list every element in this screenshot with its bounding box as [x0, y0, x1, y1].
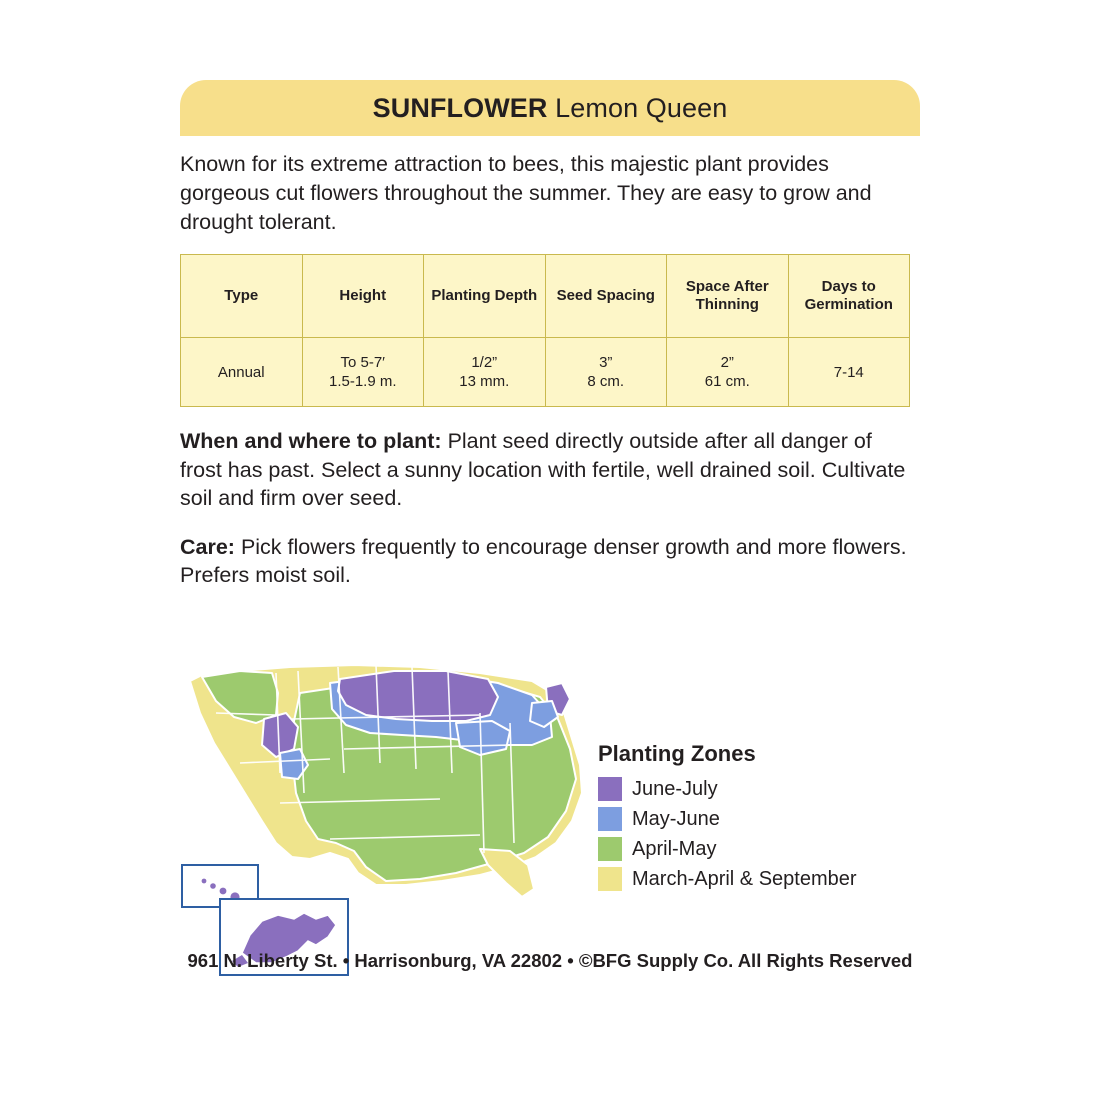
footer-text: 961 N. Liberty St. • Harrisonburg, VA 22802 • ©BFG Supply Co. All Rights Reserved — [187, 950, 913, 971]
section-heading: When and where to plant: — [180, 429, 442, 454]
table-cell — [788, 338, 910, 407]
table-cell — [667, 338, 789, 407]
table-cell — [181, 338, 303, 407]
legend-title: Planting Zones — [598, 741, 756, 767]
table-header-cell: Type — [181, 255, 303, 338]
legend-label: April-May — [632, 837, 717, 860]
legend-swatch-icon — [598, 807, 622, 831]
table-cell — [302, 338, 424, 407]
legend-label: March-April & September — [632, 867, 857, 890]
planting-zone-map-area — [180, 653, 920, 983]
map-legend — [598, 741, 857, 897]
cell-line-1: 1/2” — [471, 353, 498, 371]
section-heading: Care: — [180, 534, 235, 559]
cell-line-1: Annual — [217, 363, 265, 381]
legend-label: June-July — [632, 777, 718, 800]
table-header-cell: Height — [302, 255, 424, 338]
table-header-cell: Seed Spacing — [545, 255, 667, 338]
section-care — [180, 533, 910, 590]
table-cell — [424, 338, 546, 407]
cell-line-2: 61 cm. — [704, 373, 750, 391]
legend-swatch-icon — [598, 837, 622, 861]
cell-line-1: 7-14 — [833, 363, 864, 381]
table-row — [181, 338, 910, 407]
section-body: Plant seed directly outside after all danger of frost has past. Select a sunny location with fertile, well drained soil. Cultivate soil and firm over seed. — [180, 429, 906, 511]
cell-line-2: 13 mm. — [459, 373, 510, 391]
cell-line-2: 8 cm. — [587, 373, 625, 391]
table-header-cell: Space After Thinning — [667, 255, 789, 338]
cell-line-1: 3” — [599, 353, 613, 371]
legend-item — [598, 807, 857, 831]
legend-item — [598, 837, 857, 861]
description-text: Known for its extreme attraction to bees, this majestic plant provides gorgeous cut flowers throughout the summer. They are easy to grow and drought tolerant. — [180, 152, 872, 234]
page-title — [373, 93, 728, 124]
variety-name: Lemon Queen — [555, 92, 728, 123]
section-when-where — [180, 427, 910, 512]
section-body: Pick flowers frequently to encourage denser growth and more flowers. Prefers moist soil. — [180, 534, 907, 587]
header-banner — [180, 80, 920, 136]
table-header-cell: Planting Depth — [424, 255, 546, 338]
usa-zone-map — [180, 653, 600, 983]
cell-line-1: 2” — [720, 353, 734, 371]
table-cell — [545, 338, 667, 407]
cell-line-1: To 5-7′ — [340, 353, 385, 371]
legend-swatch-icon — [598, 867, 622, 891]
spec-table — [180, 254, 910, 407]
legend-item — [598, 867, 857, 891]
legend-swatch-icon — [598, 777, 622, 801]
crop-name: SUNFLOWER — [372, 92, 548, 123]
seed-packet — [180, 80, 920, 983]
cell-line-2: 1.5-1.9 m. — [328, 373, 397, 391]
table-header-cell: Days to Germination — [788, 255, 910, 338]
legend-item — [598, 777, 857, 801]
legend-label: May-June — [632, 807, 720, 830]
table-header-row — [181, 255, 910, 338]
